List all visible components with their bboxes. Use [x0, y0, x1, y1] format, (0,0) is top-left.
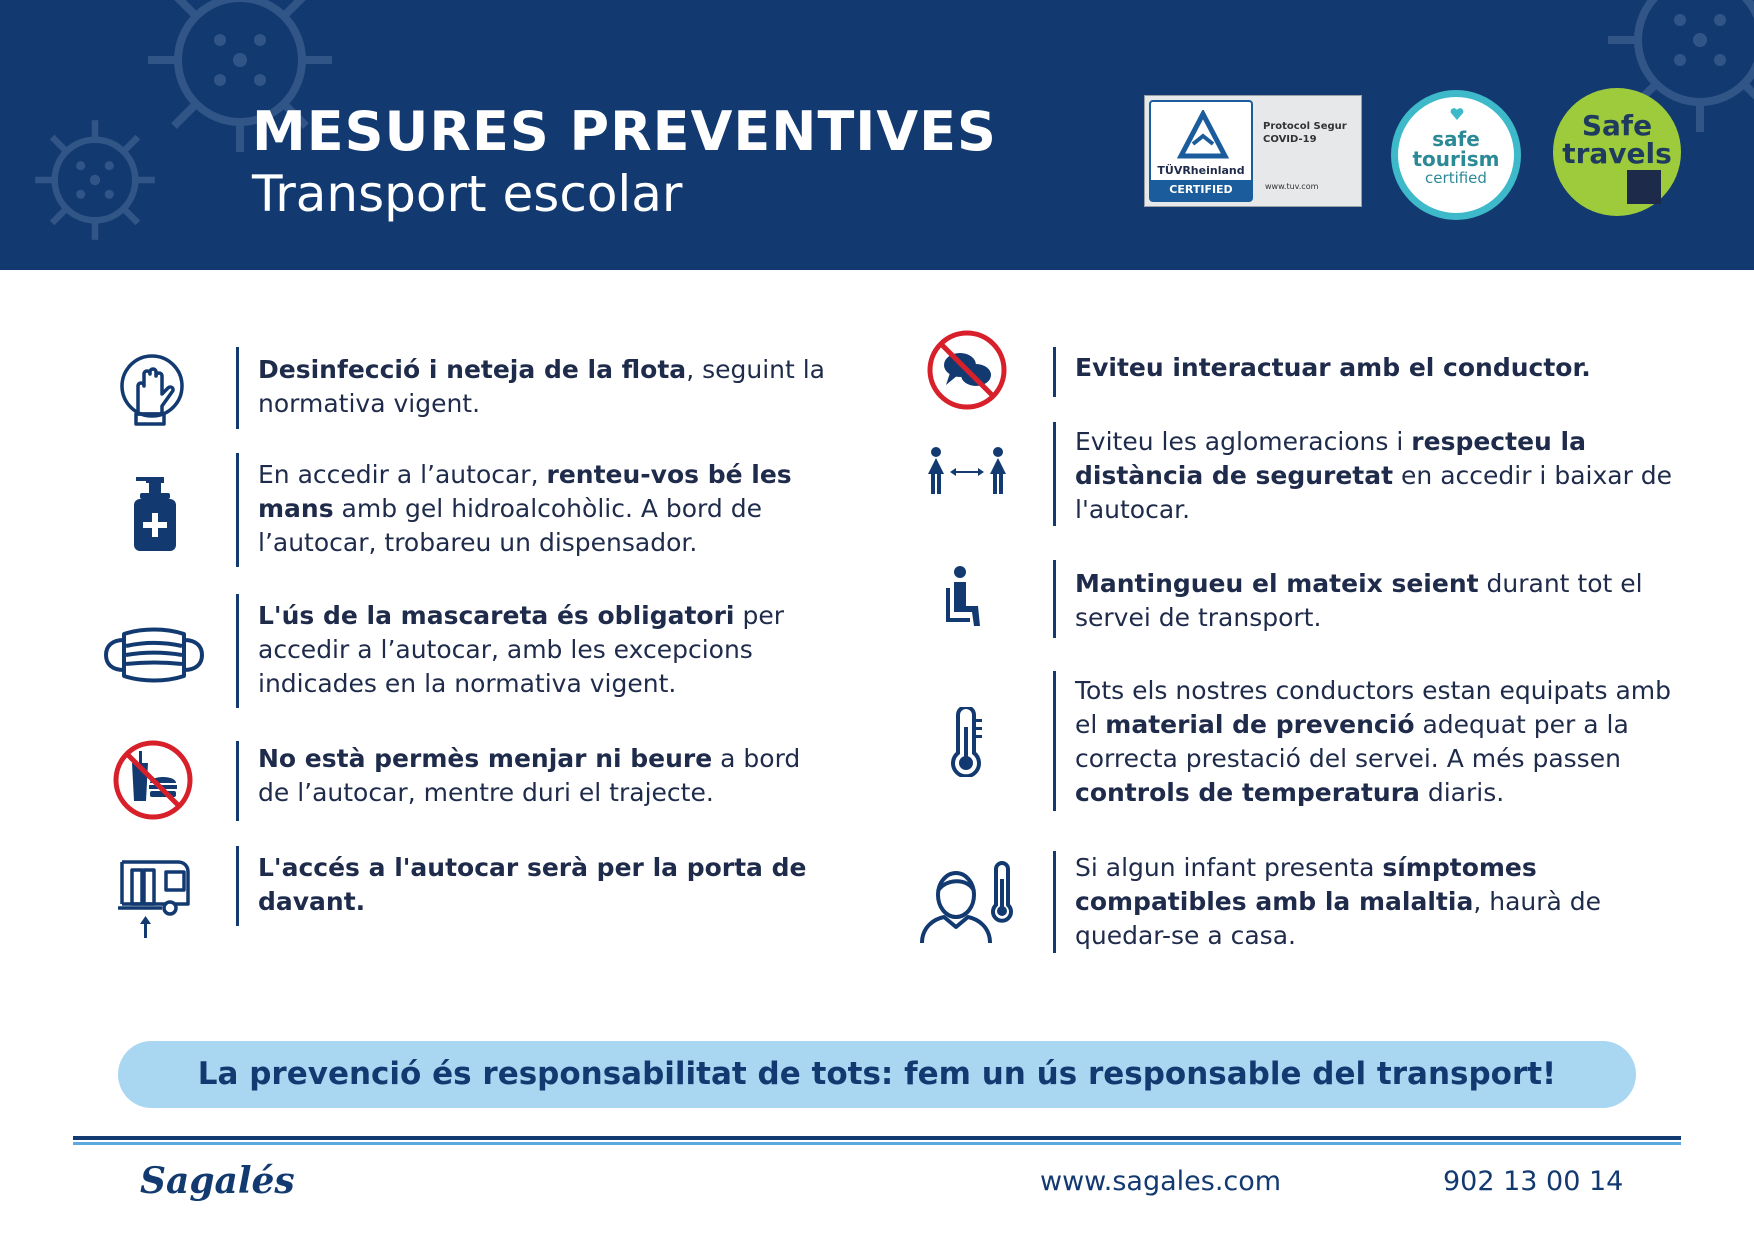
measure-text-regular: durant tot el servei de transport. — [1075, 569, 1643, 632]
no-talking-icon — [926, 329, 1008, 411]
heart-icon — [1450, 107, 1464, 121]
measure-text-bold: controls de temperatura — [1075, 778, 1420, 807]
measure-text — [1075, 425, 1675, 527]
measure-text — [1075, 567, 1675, 635]
phone-number: 902 13 00 14 — [1443, 1166, 1624, 1197]
footer-divider — [73, 1136, 1681, 1140]
measure-text — [1075, 351, 1675, 385]
measure-text-bold: No està permès menjar ni beure — [258, 744, 713, 773]
tuv-certification-badge — [1144, 95, 1362, 207]
measure-text-regular: Si algun infant presenta — [1075, 853, 1383, 882]
header-banner — [0, 0, 1754, 270]
thermometer-icon — [948, 707, 984, 777]
tuv-certified-label: CERTIFIED — [1151, 180, 1251, 200]
tuv-protocol-line1: Protocol Segur — [1263, 121, 1347, 132]
measure-text-bold: símptomes compatibles amb la malaltia — [1075, 853, 1537, 916]
safe-tourism-badge — [1391, 90, 1521, 220]
measure-text-regular: amb gel hidroalcohòlic. A bord de l’autocar, trobareu un dispensador. — [258, 494, 762, 557]
no-food-drink-icon — [112, 739, 194, 821]
virus-decoration-icon — [30, 115, 160, 245]
seated-person-icon — [944, 566, 984, 632]
measure-text-bold: material de prevenció — [1105, 710, 1415, 739]
safe-travels-line1: Safe — [1581, 109, 1653, 142]
measure-text — [1075, 851, 1675, 953]
face-mask-icon — [102, 626, 206, 684]
measure-text-regular: a bord de l’autocar, mentre duri el trajecte. — [258, 744, 801, 807]
measure-text-bold: L'ús de la mascareta és obligatori — [258, 601, 735, 630]
tuv-brand: TÜVRheinland — [1157, 164, 1245, 177]
measure-text-regular: per accedir a l’autocar, amb les excepcions indicades en la normativa vigent. — [258, 601, 784, 698]
footer-divider-accent — [73, 1142, 1681, 1145]
measure-text-regular: diaris. — [1419, 778, 1505, 807]
wttc-logo — [1627, 170, 1661, 204]
measure-text-bold: L'accés a l'autocar serà per la porta de davant. — [258, 853, 807, 916]
safe-tourism-line3: certified — [1425, 169, 1487, 187]
page-subtitle: Transport escolar — [252, 165, 683, 223]
tuv-triangle-icon — [1177, 110, 1229, 162]
sagales-logo: Sagalés — [140, 1160, 295, 1202]
tuv-logo — [1149, 100, 1253, 202]
measure-text-bold: respecteu la distància de seguretat — [1075, 427, 1586, 490]
measure-text-regular: Tots els nostres conductors estan equipats amb el — [1075, 676, 1671, 739]
safe-tourism-line1: safe — [1432, 127, 1480, 151]
measure-text-regular: En accedir a l’autocar, — [258, 460, 547, 489]
measure-text-regular: en accedir i baixar de l'autocar. — [1075, 461, 1673, 524]
measure-text-regular: , seguint la normativa vigent. — [258, 355, 826, 418]
sick-child-icon — [916, 861, 1016, 945]
measure-text-bold: renteu-vos bé les mans — [258, 460, 792, 523]
measure-text — [258, 742, 818, 810]
measure-text-bold: Desinfecció i neteja de la flota — [258, 355, 687, 384]
measure-text-bold: Eviteu interactuar amb el conductor. — [1075, 353, 1591, 382]
tuv-protocol — [1263, 120, 1359, 146]
measure-text — [258, 458, 818, 560]
responsibility-banner — [118, 1041, 1636, 1108]
tuv-url: www.tuv.com — [1265, 182, 1319, 191]
measure-text-regular: adequat per a la correcta prestació del servei. A més passen — [1075, 710, 1629, 773]
glove-disinfect-icon — [118, 350, 188, 430]
hand-sanitizer-icon — [130, 475, 180, 553]
measure-text — [258, 353, 848, 421]
measure-text-regular: , haurà de quedar-se a casa. — [1075, 887, 1602, 950]
safe-tourism-line2: tourism — [1412, 147, 1500, 171]
website-link[interactable]: www.sagales.com — [1040, 1166, 1282, 1197]
front-door-bus-icon — [118, 860, 192, 940]
measure-text-bold: Mantingueu el mateix seient — [1075, 569, 1479, 598]
safe-travels-badge — [1553, 88, 1681, 216]
banner-text: La prevenció és responsabilitat de tots: fem un ús responsable del transport! — [197, 1056, 1557, 1092]
tuv-protocol-line2: COVID-19 — [1263, 134, 1317, 145]
measure-text-regular: Eviteu les aglomeracions i — [1075, 427, 1412, 456]
safe-travels-line2: travels — [1562, 137, 1672, 170]
social-distance-icon — [924, 446, 1010, 498]
measure-text — [1075, 674, 1675, 810]
measure-text — [258, 851, 818, 919]
measure-text — [258, 599, 818, 701]
page-title: MESURES PREVENTIVES — [252, 100, 997, 163]
